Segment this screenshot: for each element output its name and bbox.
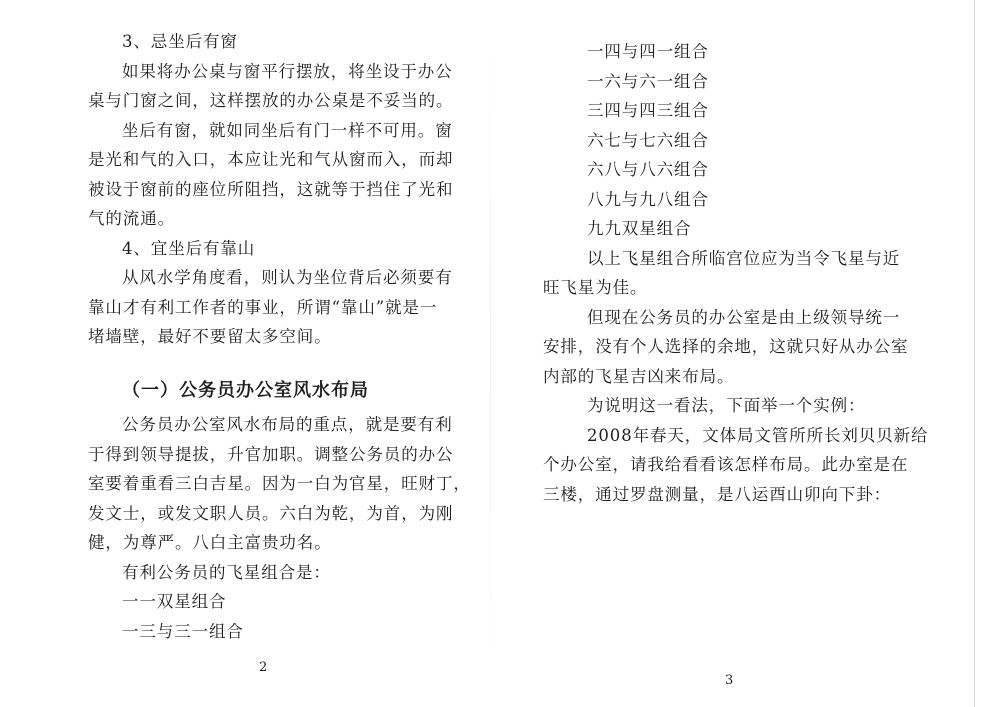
right-page-text [543, 37, 927, 509]
text-line: 九九双星组合 [587, 219, 692, 238]
text-line: 健，为尊严。八白主富贵功名。 [88, 533, 332, 552]
text-line: 是光和气的入口，本应让光和气从窗而入，而却 [88, 150, 454, 169]
text-line: 为说明这一看法，下面举一个实例： [587, 396, 866, 415]
text-line: 以上飞星组合所临宫位应为当令飞星与近 [587, 248, 901, 268]
text-line: 一三与三一组合 [122, 621, 244, 641]
right-page [490, 0, 981, 707]
page-number: 3 [725, 673, 734, 688]
text-line: 3、忌坐后有窗 [122, 32, 238, 51]
text-line: 但现在公务员的办公室是由上级领导统一 [587, 307, 901, 327]
text-line: 有利公务员的飞星组合是： [122, 562, 331, 582]
text-line: 从风水学角度看，则认为坐位背后必须要有 [122, 268, 453, 287]
text-line: 桌与门窗之间，这样摆放的办公桌是不妥当的。 [88, 91, 454, 110]
text-line: 坐后有窗，就如同坐后有门一样不可用。窗 [122, 120, 453, 140]
text-line: 内部的飞星吉凶来布局。 [543, 366, 735, 386]
text-line: 安排，没有个人选择的余地，这就只好从办公室 [543, 337, 909, 356]
text-line: 被设于窗前的座位所阻挡，这就等于挡住了光和 [88, 179, 454, 199]
text-line: 旺飞星为佳。 [543, 278, 648, 297]
text-line: 六七与七六组合 [587, 130, 709, 150]
text-line: 发文士，或发文职人员。六白为乾，为首，为刚 [88, 503, 454, 523]
page-number: 2 [259, 660, 268, 675]
text-line: 公务员办公室风水布局的重点，就是要有利 [122, 415, 453, 434]
section-heading: （一）公务员办公室风水布局 [122, 379, 369, 401]
left-page [0, 0, 490, 707]
text-line: 堵墙壁，最好不要留太多空间。 [88, 327, 332, 346]
text-line: 一六与六一组合 [587, 71, 709, 91]
text-line: 如果将办公桌与窗平行摆放，将坐设于办公 [122, 61, 453, 81]
text-line: 八九与九八组合 [587, 189, 709, 209]
text-line: 一一双星组合 [122, 592, 227, 611]
page-edge [974, 0, 975, 707]
text-line: 个办公室，请我给看看该怎样布局。此办室是在 [543, 455, 909, 474]
text-line: 于得到领导提拔，升官加职。调整公务员的办公 [88, 444, 454, 464]
text-line: 六八与八六组合 [587, 160, 709, 179]
left-page-text [88, 27, 471, 646]
text-line: 室要着重看三白吉星。因为一白为官星，旺财丁， [88, 474, 471, 493]
text-line: 一四与四一组合 [587, 42, 709, 61]
text-line: 气的流通。 [88, 209, 175, 228]
text-line: 靠山才有利工作者的事业，所谓“靠山”就是一 [88, 297, 438, 317]
text-line: 三四与四三组合 [587, 101, 709, 120]
text-line: 三楼，通过罗盘测量，是八运酉山卯向下卦： [543, 484, 891, 504]
text-line: 2008年春天，文体局文管所所长刘贝贝新给 [587, 425, 929, 445]
text-line: 4、宜坐后有靠山 [122, 238, 256, 258]
